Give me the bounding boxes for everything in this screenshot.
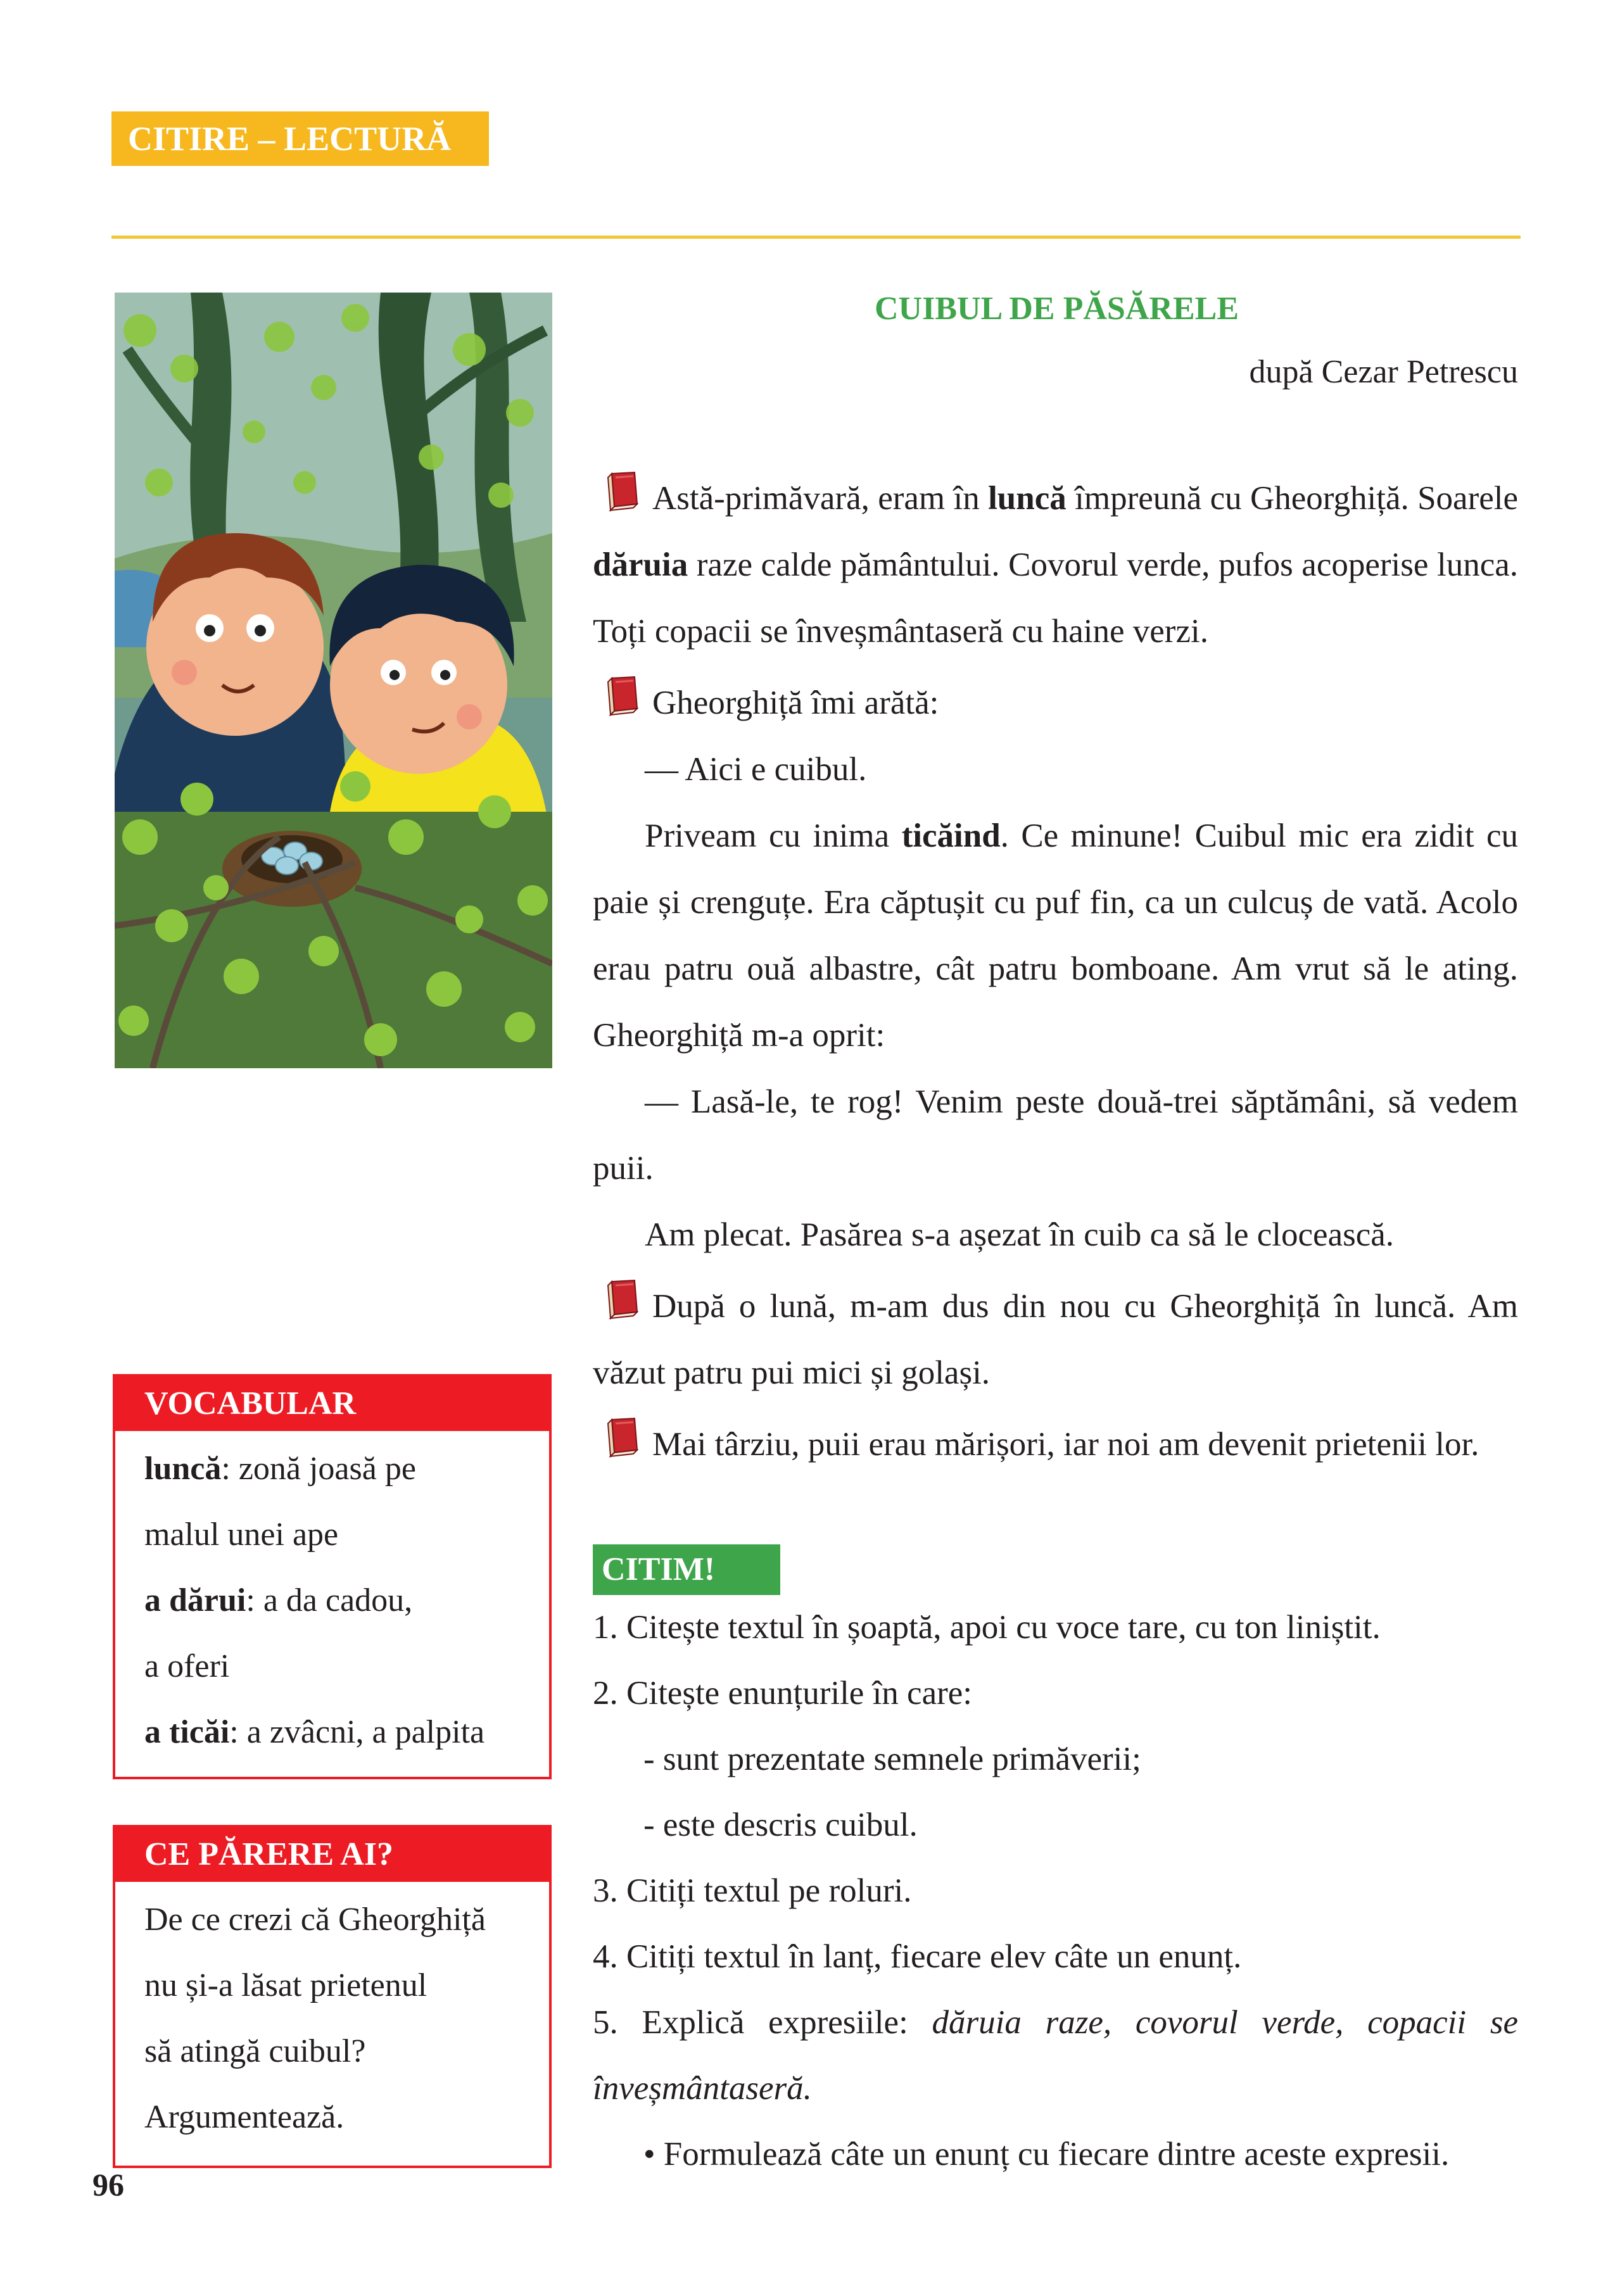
story-illustration	[115, 293, 552, 1068]
opinion-heading: CE PĂRERE AI?	[115, 1827, 549, 1882]
book-icon	[605, 676, 638, 717]
exercise-subitem: • Formulează câte un enunț cu fiecare dintre aceste expresii.	[643, 2136, 1450, 2173]
vocabulary-entry: a oferi	[144, 1648, 230, 1684]
story-paragraph: Astă-primăvară, eram în luncă împreună cu Gheorghiță. Soarele dăruia raze calde pământului. Covorul verde, pufos acoperise lunca. Toți copacii se înveșmântaseră cu haine verzi.	[593, 465, 1518, 665]
story-title: CUIBUL DE PĂSĂRELE	[874, 291, 1239, 327]
exercise-subitem: - este descris cuibul.	[643, 1807, 918, 1843]
story-dialogue: — Aici e cuibul.	[645, 751, 867, 788]
story-paragraph: După o lună, m-am dus din nou cu Gheorghiță în luncă. Am văzut patru pui mici și golași.	[593, 1273, 1518, 1406]
book-icon	[605, 1279, 638, 1321]
opinion-line: Argumentează.	[144, 2099, 345, 2135]
opinion-line: nu și-a lăsat prietenul	[144, 1967, 427, 2003]
story-paragraph: Mai târziu, puii erau mărișori, iar noi am devenit prietenii lor.	[593, 1411, 1518, 1478]
exercise-subitem: - sunt prezentate semnele primăverii;	[643, 1741, 1141, 1777]
opinion-line: De ce crezi că Gheorghiță	[144, 1902, 486, 1938]
vocabulary-box	[113, 1374, 552, 1779]
exercise-item: 4. Citiți textul în lanț, fiecare elev câte un enunț.	[593, 1938, 1242, 1975]
exercise-item: 2. Citește enunțurile în care:	[593, 1675, 972, 1712]
vocabulary-entry: a dărui: a da cadou,	[144, 1582, 413, 1618]
page-number: 96	[92, 2167, 124, 2202]
exercise-list	[593, 1594, 1518, 2187]
book-icon	[605, 471, 638, 513]
exercise-item: 1. Citește textul în șoaptă, apoi cu voce tare, cu ton liniștit.	[593, 1609, 1381, 1646]
vocabulary-heading: VOCABULAR	[115, 1377, 549, 1431]
exercises-heading: CITIM!	[593, 1544, 780, 1595]
exercise-item: 5. Explică expresiile: dăruia raze, covorul verde, copacii se	[593, 2004, 1518, 2041]
story-paragraph: Gheorghiță îmi arătă:	[593, 670, 1518, 736]
story-dialogue: — Lasă-le, te rog! Venim peste două-trei săptămâni, să vedem puii.	[593, 1083, 1518, 1187]
vocabulary-entry: luncă: zonă joasă pe	[144, 1451, 416, 1487]
vocabulary-entry: malul unei ape	[144, 1517, 339, 1553]
exercise-item: 3. Citiți textul pe roluri.	[593, 1872, 912, 1909]
exercise-item-continued: înveșmântaseră.	[593, 2070, 812, 2107]
story-author: după Cezar Petrescu	[1249, 354, 1518, 390]
story-paragraph: Priveam cu inima ticăind. Ce minune! Cuibul mic era zidit cu paie și crenguțe. Era căptușit cu puf fin, ca un culcuș de vată. Acolo erau patru ouă albastre, cât patru bomboane. Am vrut să le ating. Gheorghiță m-a oprit:	[593, 817, 1518, 1054]
header-divider	[111, 236, 1521, 239]
vocabulary-entry: a ticăi: a zvâcni, a palpita	[144, 1714, 485, 1750]
opinion-line: să atingă cuibul?	[144, 2033, 366, 2069]
story-text	[593, 465, 1518, 1478]
section-tag: CITIRE – LECTURĂ	[111, 111, 489, 166]
opinion-box	[113, 1825, 552, 2168]
book-icon	[605, 1417, 638, 1459]
story-paragraph: Am plecat. Pasărea s-a așezat în cuib ca să le clocească.	[645, 1216, 1395, 1253]
